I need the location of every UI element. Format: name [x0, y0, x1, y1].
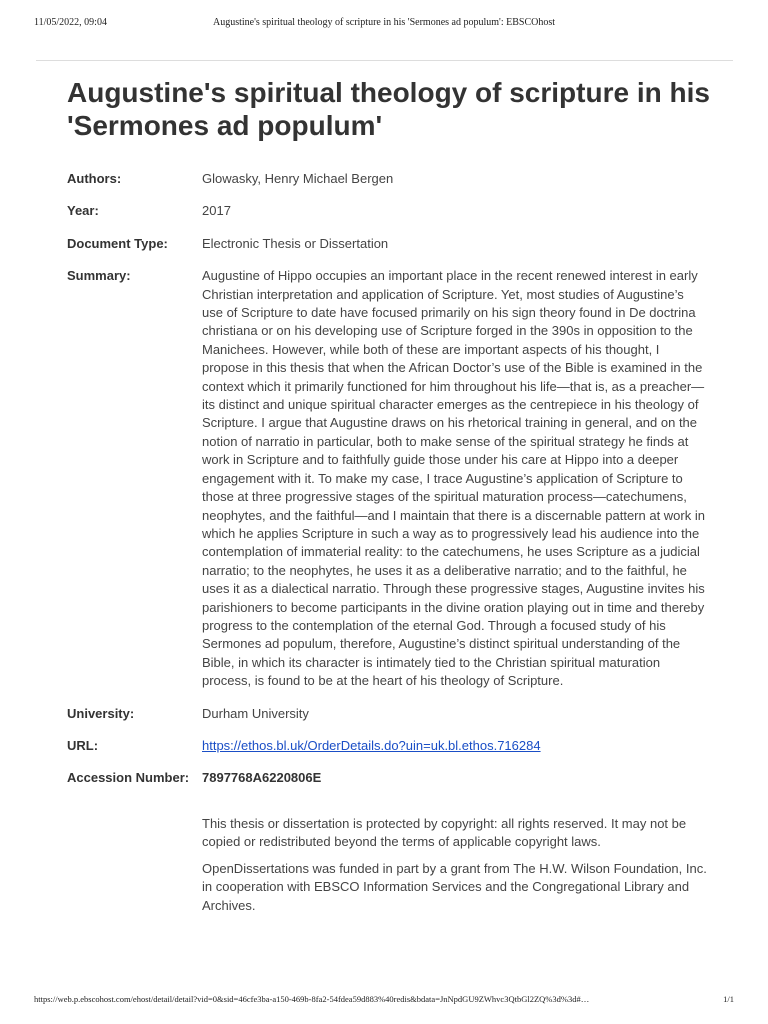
field-label: URL:	[67, 737, 99, 753]
field-label: Authors:	[67, 171, 122, 186]
header-divider	[36, 60, 733, 61]
year-value: 2017	[202, 203, 231, 219]
record-url-link[interactable]: https://ethos.bl.uk/OrderDetails.do?uin=uk.bl.ethos.716284	[202, 737, 541, 753]
summary-value: Augustine of Hippo occupies an important place in the recent renewed interest in early Christian interpretation and application of Scripture. Yet, most studies of Augustine’s use of Scripture to date have focused primarily on his sign theory found in De doctrina christiana or on his developing use of Scripture forged in the 390s in opposition to the Manichees. However, while both of these are important aspects of his thought, I propose in this thesis that when the African Doctor’s use of the Bible is examined in the context which it primarily functioned for him throughout his life—that is, as a preacher—its distinct and unique spiritual character emerges as the centrepiece in his theology of Scripture. I argue that Augustine draws on his rhetorical training in general, and on the notion of narratio in particular, both to make sense of the spiritual strategy he finds at work in Scripture and to faithfully guide those under his care at Hippo into a deeper engagement with it. To make my case, I trace Augustine’s application of Scripture to those at three progressive stages of the spiritual maturation process—catechumens, neophytes, and the faithful—and I maintain that there is a discernable pattern at work in which he applies Scripture in such a way as to progressively lead his audience into the contemplation of immaterial reality: to the catechumens, he uses Scripture as a judicial narratio; to the neophytes, he uses it as a deliberative narratio; and to the faithful, he uses it as a dialectical narratio. Through these progressive stages, Augustine invites his parishioners to become participants in the divine oration playing out in time and thereby progress to the contemplation of the eternal God. Through a focused study of his Sermones ad populum, therefore, Augustine’s distinct spiritual understanding of the Bible, in which its character is intimately tied to the Christian spiritual maturation process, is found to be at the heart of his theology of Scripture.	[202, 268, 705, 689]
field-summary	[67, 267, 707, 690]
field-label: Summary:	[67, 268, 131, 284]
field-label: Year:	[67, 203, 99, 219]
document-type-value: Electronic Thesis or Dissertation	[202, 235, 389, 251]
field-document-type	[67, 235, 707, 253]
print-header	[34, 17, 734, 31]
print-page-number: 1/1	[723, 994, 734, 1004]
record-fields	[67, 170, 707, 788]
copyright-notice: This thesis or dissertation is protected by copyright: all rights reserved. It may not be copied or redistributed beyond the terms of applicable copyright laws.	[202, 816, 687, 850]
field-year	[67, 202, 707, 220]
print-page-title: Augustine's spiritual theology of scripture in his 'Sermones ad populum': EBSCOhost	[212, 17, 556, 28]
funding-notice: OpenDissertations was funded in part by a grant from The H.W. Wilson Foundation, Inc. in cooperation with EBSCO Information Services and the Congregational Library and Archives.	[202, 860, 707, 913]
field-label: Document Type:	[67, 235, 168, 251]
print-source-url: https://web.p.ebscohost.com/ehost/detail/detail?vid=0&sid=46cfe3ba-a150-469b-8fa2-54fdea59d883%40redis&bdata=JnNpdGU9ZWhvc3QtbGl2ZQ%3d%3d#…	[34, 994, 590, 1004]
field-label: University:	[67, 705, 135, 721]
university-value: Durham University	[202, 705, 309, 721]
field-url	[67, 737, 707, 755]
field-authors	[67, 170, 707, 188]
record-notes	[202, 815, 707, 923]
accession-number-value: 7897768A6220806E	[202, 770, 322, 786]
field-university	[67, 705, 707, 723]
print-footer	[34, 994, 734, 1006]
record-title: Augustine's spiritual theology of scripture in his 'Sermones ad populum'	[67, 77, 710, 141]
print-timestamp: 11/05/2022, 09:04	[34, 17, 107, 28]
authors-value: Glowasky, Henry Michael Bergen	[202, 171, 394, 186]
field-label: Accession Number:	[67, 770, 190, 786]
field-accession-number	[67, 769, 707, 787]
